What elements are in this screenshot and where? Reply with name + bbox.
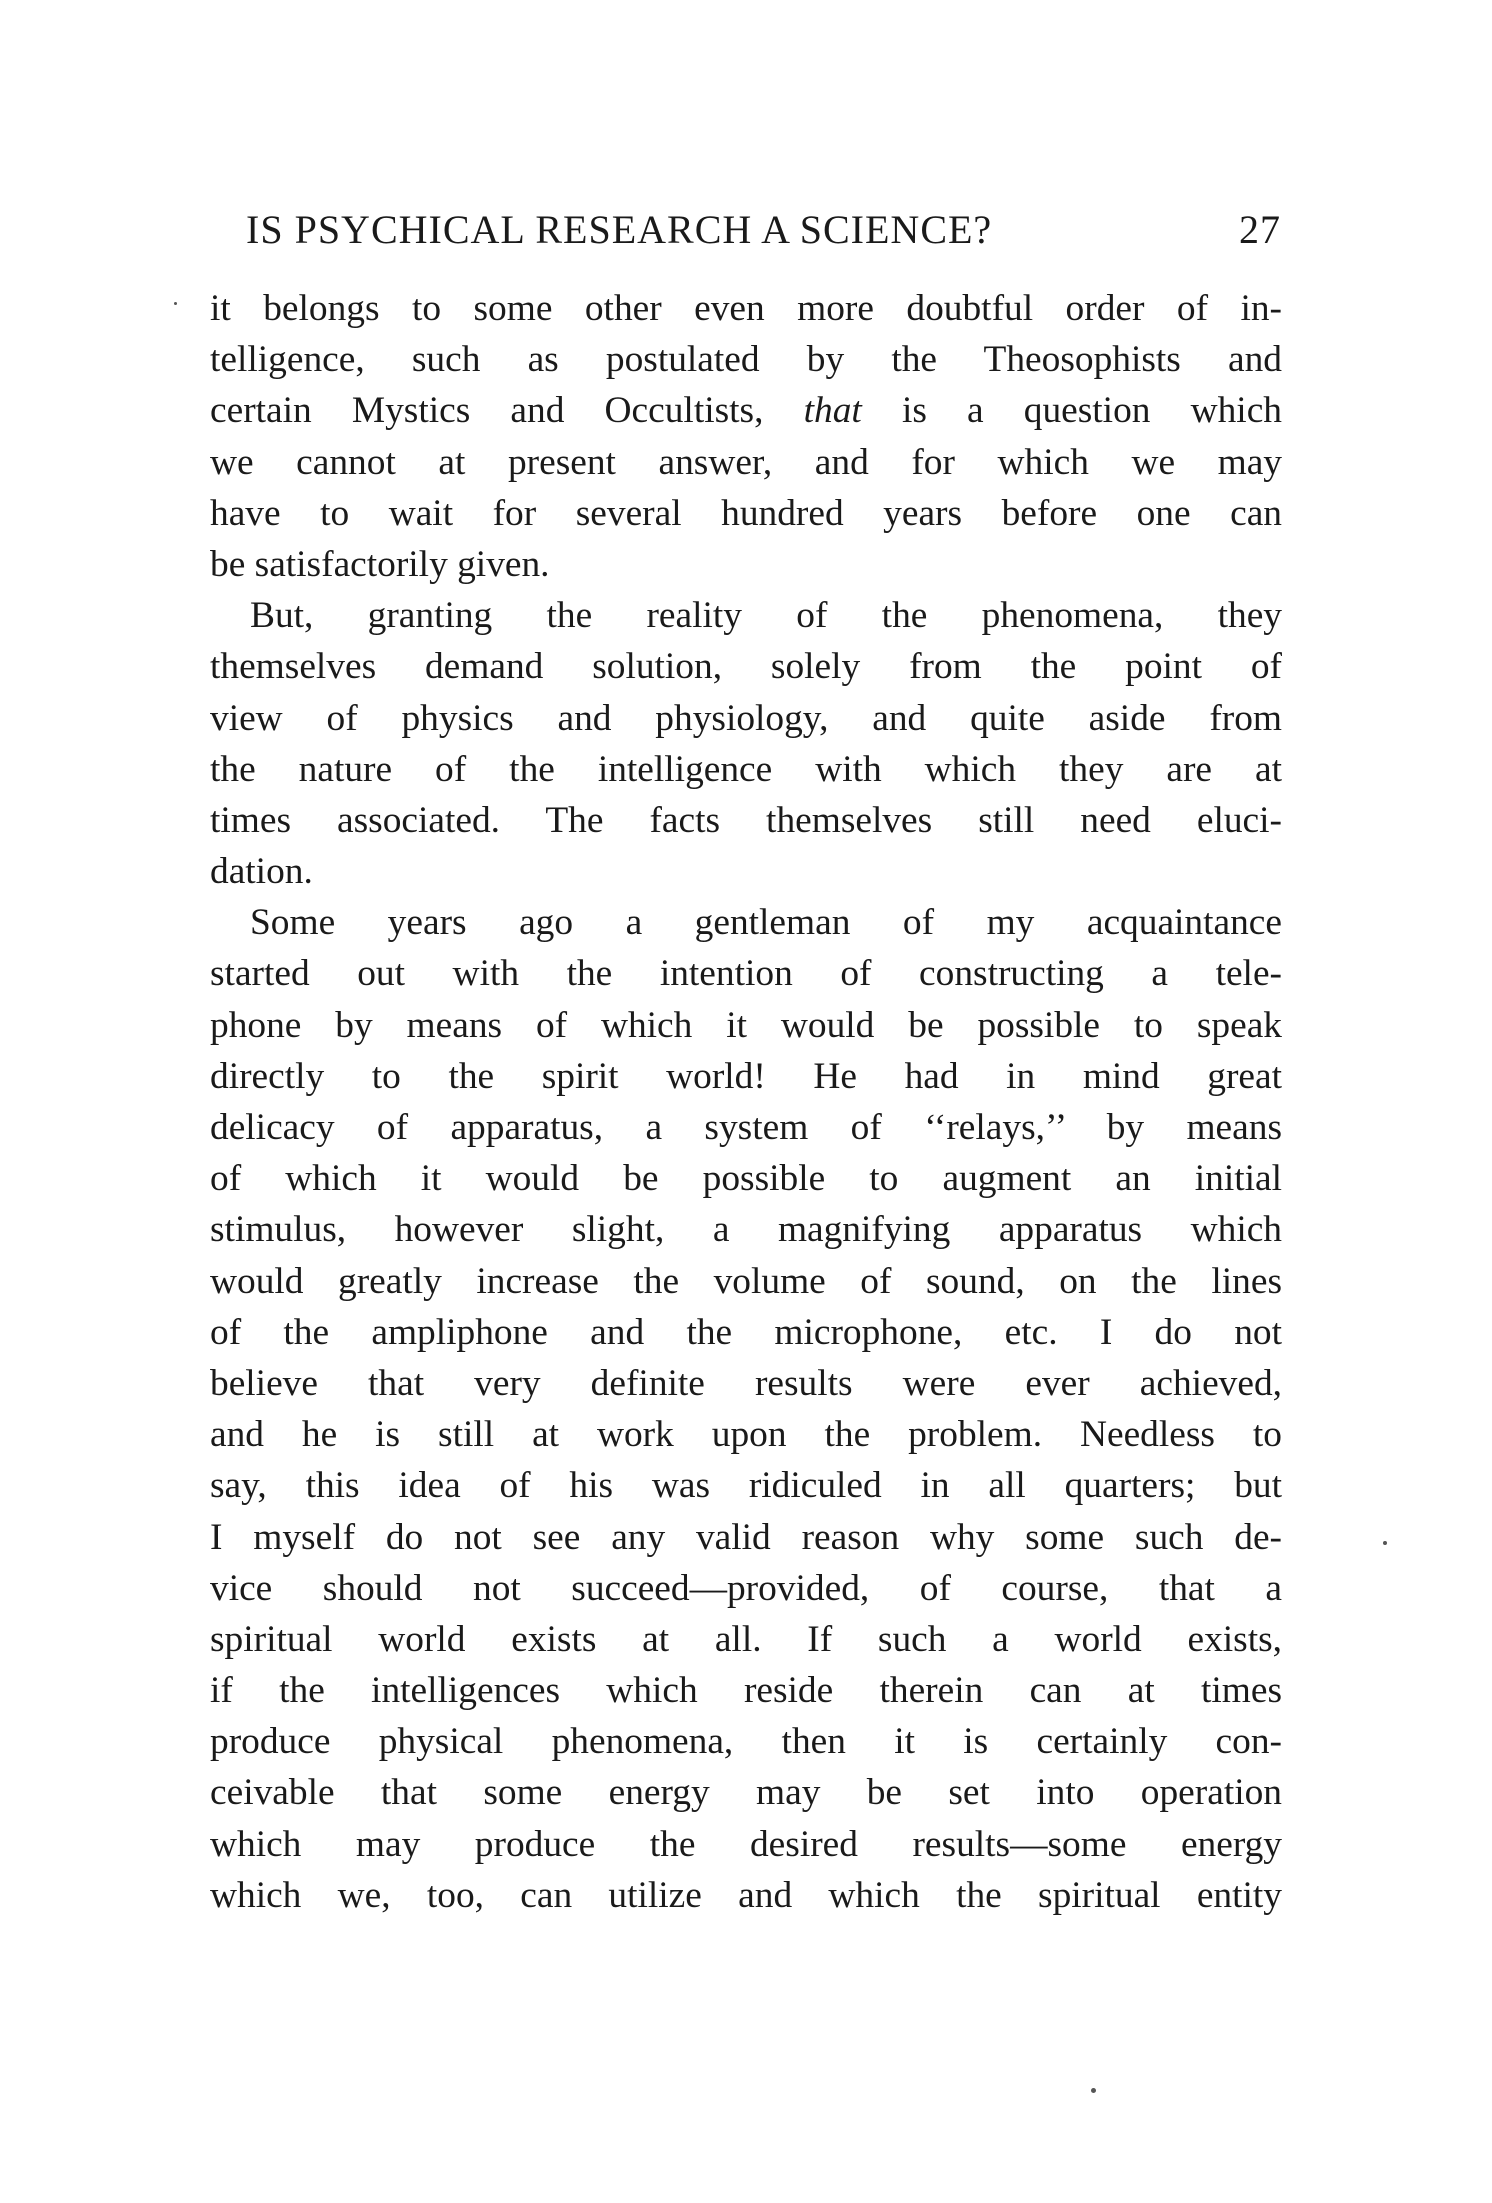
text-line: and he is still at work upon the problem. Needless to: [210, 1414, 1282, 1456]
text-line: times associated. The facts themselves still need eluci-: [210, 799, 1282, 841]
scan-speck: [1091, 2088, 1096, 2093]
text-line: [210, 385, 1282, 436]
text-line: telligence, such as postulated by the Theosophists and: [210, 339, 1282, 381]
text-line: But, granting the reality of the phenomena, they: [250, 595, 1282, 637]
text-line: be satisfactorily given.: [210, 543, 550, 585]
text-line: stimulus, however slight, a magnifying apparatus which: [210, 1209, 1282, 1251]
text-line: say, this idea of his was ridiculed in all quarters; but: [210, 1465, 1282, 1507]
text-line: Some years ago a gentleman of my acquaintance: [250, 902, 1282, 944]
text-line: dation.: [210, 851, 313, 893]
scan-speck: [1383, 1541, 1387, 1545]
text-line: I myself do not see any valid reason why some such de-: [210, 1516, 1282, 1558]
italic-word: that: [803, 390, 862, 432]
text-line: ceivable that some energy may be set into operation: [210, 1772, 1282, 1814]
text-line: it belongs to some other even more doubtful order of in-: [210, 288, 1282, 329]
text-line: of the ampliphone and the microphone, etc. I do not: [210, 1311, 1282, 1353]
text-line: started out with the intention of constructing a tele-: [210, 953, 1282, 995]
text-span: is a question which: [901, 390, 1282, 432]
body-text: [210, 283, 1282, 1921]
scan-speck: [174, 302, 177, 305]
text-line: we cannot at present answer, and for which we may: [210, 441, 1282, 483]
text-line: would greatly increase the volume of sound, on the lines: [210, 1260, 1282, 1302]
running-head-title: IS PSYCHICAL RESEARCH A SCIENCE?: [246, 207, 993, 252]
text-line: directly to the spirit world! He had in mind great: [210, 1055, 1282, 1097]
text-line: produce physical phenomena, then it is certainly con-: [210, 1721, 1282, 1763]
running-head: [246, 200, 1281, 260]
text-line: vice should not succeed—provided, of course, that a: [210, 1567, 1282, 1609]
page-number: 27: [1239, 207, 1281, 252]
text-line: if the intelligences which reside therein can at times: [210, 1670, 1282, 1712]
text-line: themselves demand solution, solely from the point of: [210, 646, 1282, 688]
text-line: of which it would be possible to augment an initial: [210, 1158, 1282, 1200]
text-span: certain Mystics and Occultists,: [210, 390, 764, 432]
text-line: spiritual world exists at all. If such a world exists,: [210, 1618, 1282, 1660]
text-line: delicacy of apparatus, a system of ‘‘relays,’’ by means: [210, 1107, 1282, 1148]
text-line: have to wait for several hundred years before one can: [210, 492, 1282, 534]
text-line: view of physics and physiology, and quite aside from: [210, 697, 1282, 739]
text-line: phone by means of which it would be possible to speak: [210, 1004, 1282, 1046]
text-line: the nature of the intelligence with which they are at: [210, 748, 1282, 790]
text-line: which we, too, can utilize and which the spiritual entity: [210, 1874, 1282, 1916]
text-line: believe that very definite results were ever achieved,: [210, 1362, 1282, 1404]
text-line: which may produce the desired results—some energy: [210, 1823, 1282, 1865]
